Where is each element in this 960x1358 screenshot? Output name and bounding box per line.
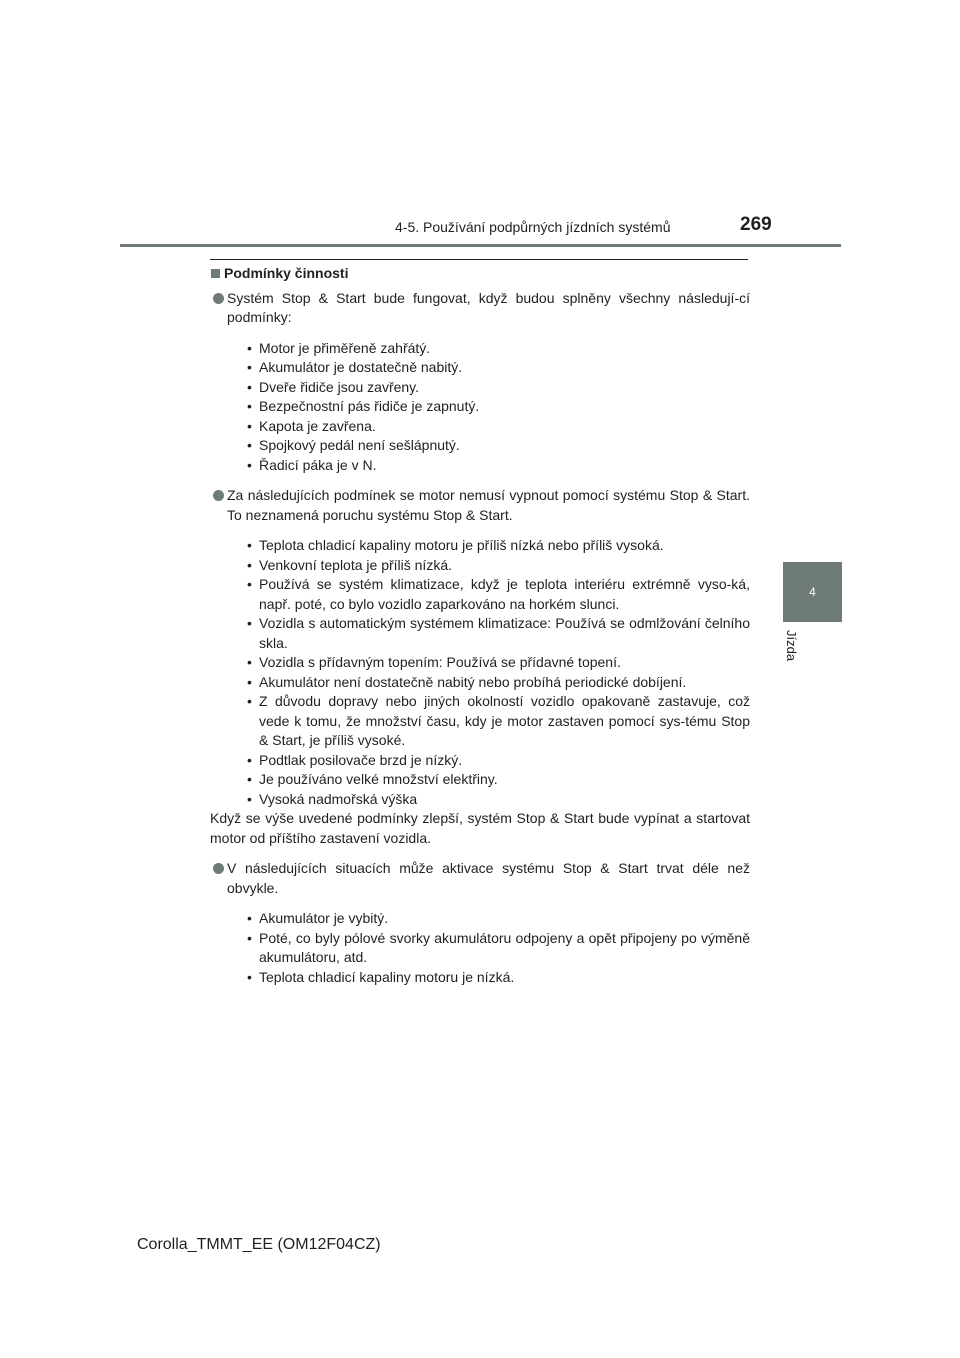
bullet-list <box>210 909 750 987</box>
header-rule <box>120 244 841 247</box>
list-item: • Teplota chladicí kapaliny motoru je nízká. <box>247 968 750 988</box>
list-item: • Poté, co byly pólové svorky akumulátoru odpojeny a opět připojeny po výměně akumulátoru, atd. <box>247 929 750 968</box>
list-item: • Z důvodu dopravy nebo jiných okolností vozidlo opakovaně zastavuje, což vede k tomu, že množství času, kdy je motor zastaven pomocí sys-tému Stop & Start, je příliš vysoké. <box>247 692 750 751</box>
list-item: • Motor je přiměřeně zahřátý. <box>247 339 750 359</box>
section-heading <box>210 264 750 284</box>
condition-item-3 <box>210 859 750 987</box>
condition-item-1 <box>210 289 750 476</box>
bullet-list <box>210 339 750 476</box>
chapter-label-text: Jízda <box>784 630 799 662</box>
list-item: • Dveře řidiče jsou zavřeny. <box>247 378 750 398</box>
bullet-list <box>210 536 750 809</box>
condition-item-2 <box>210 486 750 809</box>
note-paragraph: Když se výše uvedené podmínky zlepší, systém Stop & Start bude vypínat a startovat motor od příštího zastavení vozidla. <box>210 810 750 846</box>
list-item: • Vysoká nadmořská výška <box>247 790 750 810</box>
list-item: • Kapota je zavřena. <box>247 417 750 437</box>
page-content <box>210 264 750 998</box>
list-item: • Vozidla s automatickým systémem klimatizace: Používá se odmlžování čelního skla. <box>247 614 750 653</box>
running-header: 4-5. Používání podpůrných jízdních systémů <box>395 219 671 235</box>
circle-bullet-icon <box>213 293 224 304</box>
list-item: • Používá se systém klimatizace, když je teplota interiéru extrémně vyso-ká, např. poté, co bylo vozidlo zaparkováno na horkém slunci. <box>247 575 750 614</box>
list-item: • Je používáno velké množství elektřiny. <box>247 770 750 790</box>
list-item: • Akumulátor je vybitý. <box>247 909 750 929</box>
section-heading-text: Podmínky činnosti <box>224 265 349 281</box>
list-item: • Řadicí páka je v N. <box>247 456 750 476</box>
circle-bullet-icon <box>213 863 224 874</box>
list-item: • Vozidla s přídavným topením: Používá se přídavné topení. <box>247 653 750 673</box>
chapter-label <box>785 630 803 670</box>
page-number: 269 <box>740 214 772 235</box>
item-text: V následujících situacích může aktivace systému Stop & Start trvat déle než obvykle. <box>227 860 750 896</box>
list-item: • Podtlak posilovače brzd je nízký. <box>247 751 750 771</box>
list-item: • Venkovní teplota je příliš nízká. <box>247 556 750 576</box>
list-item: • Akumulátor je dostatečně nabitý. <box>247 358 750 378</box>
list-item: • Teplota chladicí kapaliny motoru je příliš nízká nebo příliš vysoká. <box>247 536 750 556</box>
section-rule <box>210 259 748 260</box>
footer-model-code: Corolla_TMMT_EE (OM12F04CZ) <box>137 1236 381 1253</box>
item-text: Systém Stop & Start bude fungovat, když budou splněny všechny následují-cí podmínky: <box>227 289 750 325</box>
square-bullet-icon <box>211 269 220 278</box>
chapter-tab <box>783 562 842 622</box>
item-text: Za následujících podmínek se motor nemusí vypnout pomocí systému Stop & Start. To neznamená poruchu systému Stop & Start. <box>227 487 750 523</box>
list-item: • Bezpečnostní pás řidiče je zapnutý. <box>247 397 750 417</box>
list-item: • Spojkový pedál není sešlápnutý. <box>247 436 750 456</box>
circle-bullet-icon <box>213 490 224 501</box>
chapter-number: 4 <box>809 585 816 599</box>
list-item: • Akumulátor není dostatečně nabitý nebo probíhá periodické dobíjení. <box>247 673 750 693</box>
